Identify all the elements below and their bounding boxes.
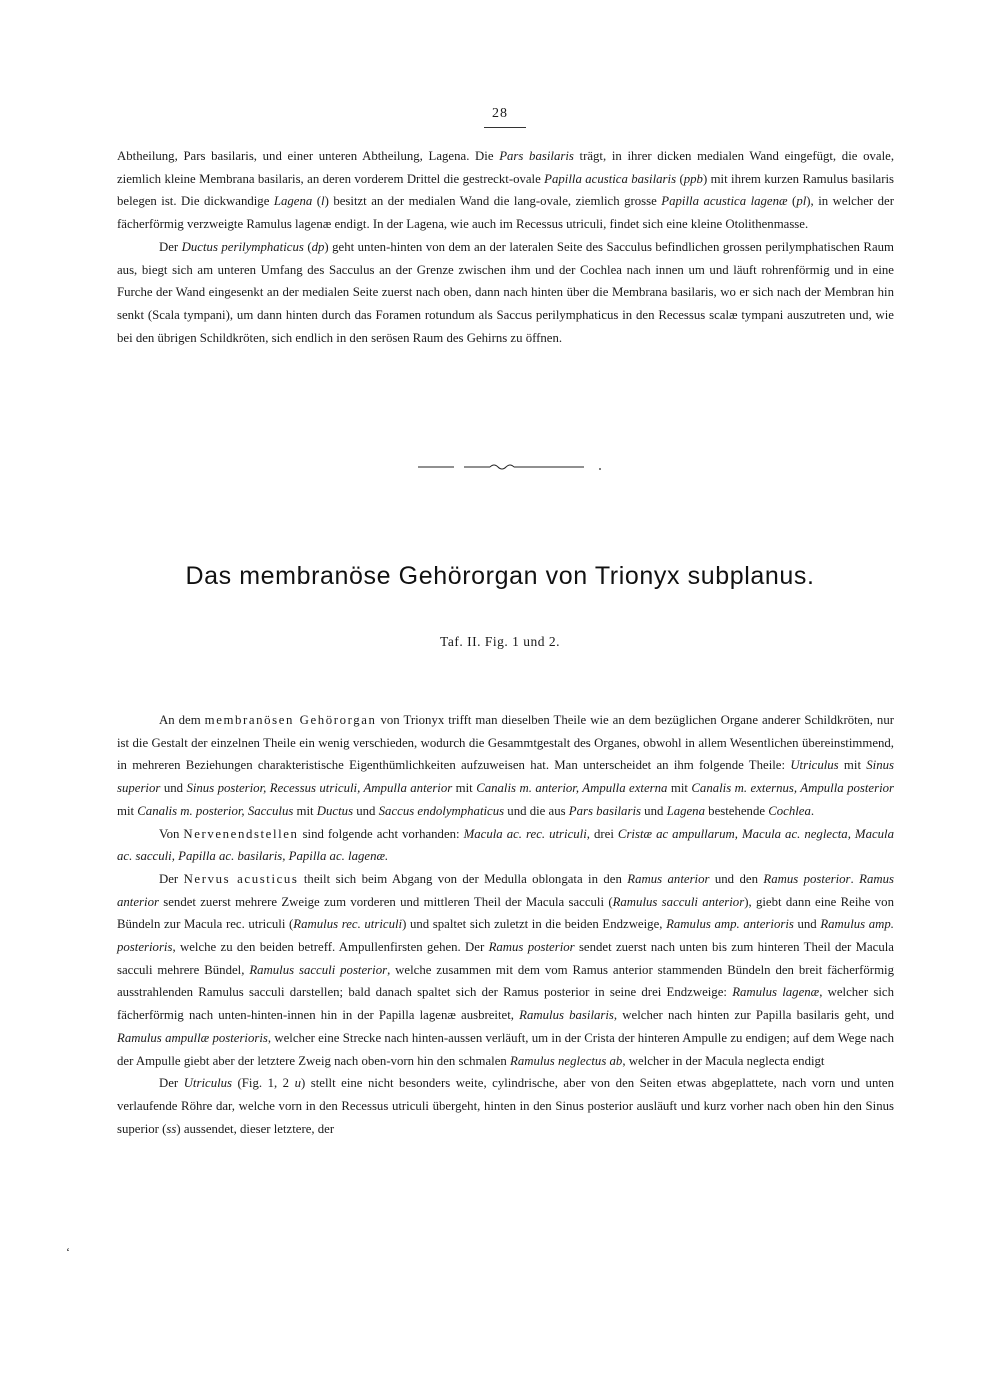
text-run: und den [709, 871, 764, 886]
text-run: theilt sich beim Abgang von der Medulla oblongata in den [298, 871, 628, 886]
italic-term: Saccus endolymphaticus [378, 803, 505, 818]
spaced-term: membranösen Gehörorgan [204, 713, 377, 727]
italic-term: Ramulus ampullæ posterioris [117, 1030, 268, 1045]
italic-term: u [294, 1076, 301, 1091]
text-run: sind folgende acht vorhanden: [298, 826, 464, 841]
italic-term: pl [796, 194, 807, 209]
margin-mark: ‘ [66, 1245, 70, 1259]
italic-term: Ramus posterior [763, 871, 851, 886]
italic-term: Canalis m. anterior, Ampulla externa [476, 781, 668, 796]
text-run: ) besitzt an der medialen Wand die lang-ovale, ziemlich grosse [324, 194, 662, 209]
text-run: ) mit ihrem kurzen Ramulus basilaris belegen ist. Die dickwandige [117, 171, 894, 209]
italic-term: Ramulus basilaris [519, 1008, 614, 1023]
paragraph [117, 868, 894, 1072]
text-run: ) aussendet, dieser letztere, der [176, 1121, 335, 1136]
italic-term: Utriculus [790, 758, 839, 773]
paragraph [117, 145, 894, 236]
italic-term: Ramulus neglectus ab [510, 1053, 623, 1068]
plate-reference: Taf. II. Fig. 1 und 2. [440, 634, 560, 649]
italic-term: Ramus anterior [117, 871, 894, 909]
text-run: ) und spaltet sich zuletzt in die beiden Endzweige, [402, 917, 667, 932]
italic-term: Ramulus sacculi posterior [249, 962, 388, 977]
page-number: 28 [492, 106, 508, 121]
paragraph [117, 236, 894, 350]
text-run: Abtheilung, Pars basilaris, und einer unteren Abtheilung, Lagena. Die [117, 149, 500, 163]
section-divider-ornament [418, 461, 608, 473]
italic-term: dp [311, 239, 325, 254]
text-run: ) stellt eine nicht besonders weite, cylindrische, aber von den Seiten etwas abgeplattete, nach vorn und unten verlaufende Röhre dar, welche vorn in den Recessus utriculi übergeht, hinten in den Sinus posterior ausläuft und kurz vorher nach oben hin den Sinus superior ( [117, 1076, 894, 1136]
text-run: ( [787, 194, 797, 209]
text-run: und [640, 803, 667, 818]
text-run: , drei [586, 826, 618, 841]
text-run: ( [312, 194, 322, 209]
paragraph [117, 823, 894, 868]
text-run: mit [838, 758, 867, 773]
italic-term: Canalis m. posterior, Sacculus [137, 803, 294, 818]
italic-term: Papilla acustica lagenæ [661, 194, 788, 209]
text-run: und die aus [504, 803, 569, 818]
paragraph [117, 1072, 894, 1140]
italic-term: Sinus superior [117, 758, 894, 796]
italic-term: Canalis m. externus, Ampulla posterior [691, 781, 895, 796]
text-run: sendet zuerst nach unten bis zum hinteren Theil der Macula sacculi mehrere Bündel, [117, 940, 894, 977]
italic-term: ppb [683, 171, 703, 186]
italic-term: Ramulus amp. anterioris [666, 917, 794, 932]
text-run: . [850, 871, 860, 886]
italic-term: Ramulus sacculi anterior [612, 894, 745, 909]
italic-term: Cochlea [768, 803, 811, 818]
text-run: mit [293, 803, 317, 818]
text-run: Der [159, 1076, 184, 1091]
section-title: Das membranöse Gehörorgan von Trionyx subplanus. [185, 562, 815, 590]
spaced-term: Nervus acusticus [183, 871, 299, 886]
text-run: von Trionyx trifft man dieselben Theile wie an dem bezüglichen Organe anderer Schildkröten, nur ist die Gestalt der einzelnen Theile ein wenig verschieden, wodurch die Gesammtgestalt des Organes, obwohl in allem Wesentlichen übereinstimmend, in mehreren Beziehungen charakteristische Eigenthümlichkeiten aufzuweisen hat. Man unterscheidet an ihm folgende Theile: [117, 713, 894, 773]
text-run: und [160, 781, 187, 796]
text-run: , welcher eine Strecke nach hinten-aussen verläuft, um in der Crista der hinteren Ampulle zu endigen; auf dem Wege nach der Ampulle giebt aber der letztere Zweig nach oben-vorn hin den schmalen [117, 1030, 894, 1068]
paragraph [117, 709, 894, 823]
spaced-term: Nervenendstellen [183, 826, 299, 841]
text-run: , welche zu den beiden betreff. Ampullenfirsten gehen. Der [172, 940, 489, 955]
text-run: , welcher in der Macula neglecta endigt [622, 1053, 825, 1068]
italic-term: Sinus posterior, Recessus utriculi, Ampulla anterior [186, 781, 453, 796]
text-run: mit [667, 781, 692, 796]
text-run: , welche zusammen mit dem vom Ramus anterior stammenden Bündeln den breit fächerförmig ausstrahlenden Ramulus sacculi darstellen; bald danach spaltet sich der Ramus posterior in seine drei Endzweige: [117, 962, 894, 1000]
italic-term: ss [166, 1121, 177, 1136]
text-run: , welcher sich fächerförmig nach unten-hinten-innen hin in der Papilla lagenæ ausbreitet, [117, 985, 894, 1023]
text-run: und [353, 803, 379, 818]
italic-term: Cristæ ac ampullarum, Macula ac. neglecta, Macula ac. sacculi, Papilla ac. basilaris, Papilla ac. lagenæ. [117, 826, 895, 864]
italic-term: Ductus [316, 803, 354, 818]
italic-term: Ductus perilymphaticus [181, 239, 304, 254]
italic-term: Macula ac. rec. utriculi [463, 826, 587, 841]
italic-term: Ramulus lagenæ [732, 985, 820, 1000]
text-run: mit [117, 803, 138, 818]
italic-term: Lagena [273, 194, 313, 209]
page-number-rule [484, 127, 526, 128]
text-run: ), in welcher der fächerförmig verzweigte Ramulus lagenæ endigt. In der Lagena, wie auch im Recessus utriculi, findet sich eine kleine Otolithenmasse. [117, 194, 894, 232]
italic-term: Pars basilaris [568, 803, 641, 818]
italic-term: Ramulus amp. posterioris [117, 917, 895, 955]
text-run: Der [159, 239, 182, 254]
text-run: . [810, 803, 815, 818]
text-run: mit [452, 781, 477, 796]
italic-term: Ramulus rec. utriculi [293, 917, 403, 932]
text-run: , welcher nach hinten zur Papilla basilaris geht, und [613, 1008, 895, 1023]
body-text-block [117, 709, 894, 1140]
text-run: An dem [159, 713, 205, 727]
italic-term: Ramus posterior [488, 940, 575, 955]
text-run: ), giebt dann eine Reihe von Bündeln zur Macula rec. utriculi ( [117, 894, 894, 932]
text-run: ( [303, 239, 312, 254]
intro-text-block [117, 145, 894, 349]
italic-term: Utriculus [183, 1076, 233, 1091]
italic-term: Pars basilaris [499, 149, 574, 163]
text-run: Von [159, 826, 184, 841]
text-run: (Fig. 1, 2 [232, 1076, 295, 1091]
text-run: ( [676, 171, 684, 186]
text-run: Der [159, 871, 184, 886]
italic-term: l [321, 194, 325, 209]
italic-term: Ramus anterior [627, 871, 710, 886]
text-run: sendet zuerst mehrere Zweige zum vorderen und mittleren Theil der Macula sacculi ( [158, 894, 613, 909]
text-run: trägt, in ihrer dicken medialen Wand eingefügt, die ovale, ziemlich kleine Membrana basilaris, an deren vorderem Drittel die gestreckt-ovale [117, 149, 895, 186]
text-run: ) geht unten-hinten von dem an der lateralen Seite des Sacculus befindlichen grossen perilymphatischen Raum aus, biegt sich am unteren Umfang des Sacculus an der Grenze zwischen ihm und der Cochlea nach innen um und läuft rohrenförmig und in eine Furche der Wand eingesenkt an der medialen Seite zuerst nach oben, dann nach hinten über die Membrana basilaris, wo er sich nach der Membran hin senkt (Scala tympani), um dann hinten durch das Foramen rotundum als Saccus perilymphaticus in den Recessus scalæ tympani auszutreten und, wie bei den übrigen Schildkröten, sich endlich in den serösen Raum des Gehirns zu öffnen. [117, 239, 894, 345]
italic-term: Lagena [666, 803, 705, 818]
text-run: bestehende [704, 803, 769, 818]
text-run: und [793, 917, 821, 932]
italic-term: Papilla acustica basilaris [544, 171, 677, 186]
